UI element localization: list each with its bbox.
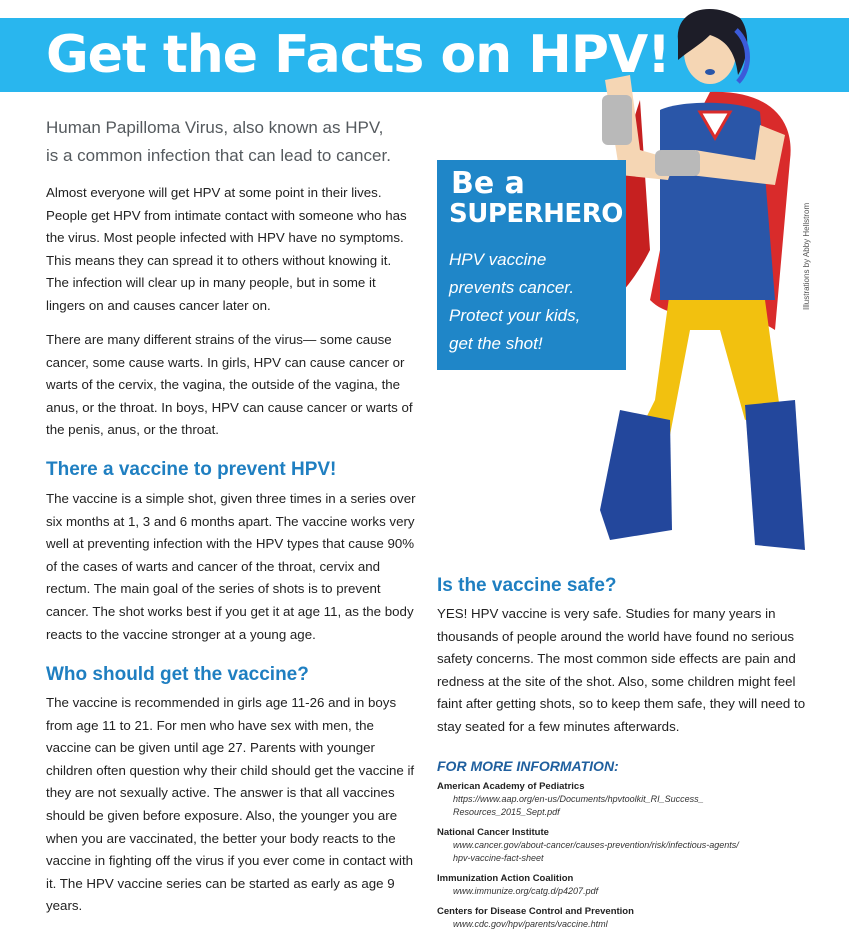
left-boot <box>600 410 672 540</box>
resource-link-continued[interactable]: Resources_2015_Sept.pdf <box>453 807 560 817</box>
paragraph-hpv-spread: Almost everyone will get HPV at some point in their lives. People get HPV from intimate contact with someone who has the virus. Most people infected with HPV have no symptoms. This means they can spread it to others without knowing it. The infection will clear up in many people, but in some it lingers on and causes cancer later on. <box>46 185 407 313</box>
resource-name: Centers for Disease Control and Prevention <box>437 906 634 917</box>
resource-name: National Cancer Institute <box>437 827 549 838</box>
callout-subtitle <box>449 246 624 358</box>
heading-who-should-get: Who should get the vaccine? <box>46 664 309 685</box>
resource-link[interactable]: www.cdc.gov/hpv/parents/vaccine.html <box>453 919 608 929</box>
paragraph-vaccine: The vaccine is a simple shot, given three times in a series over six months at 1, 3 and 6 months apart. The vaccine works very well at preventing infection with the HPV types that cause 90% of the cases of warts and cancer of the throat, cervix and rectum. The main goal of the series of shots is to prevent cancer. The shot works best if you get it at age 11, as the body reacts to the vaccine stronger at a young age. <box>46 491 416 642</box>
page-title: Get the Facts on HPV! <box>46 25 670 85</box>
heading-is-vaccine-safe: Is the vaccine safe? <box>437 575 617 596</box>
callout-title-line-2: SUPERHERO <box>449 199 623 229</box>
callout-title-line-1: Be a <box>451 166 525 201</box>
resource-item <box>437 872 837 898</box>
resource-link[interactable]: www.immunize.org/catg.d/p4207.pdf <box>453 886 599 896</box>
callout-sub-line-2: prevents cancer. <box>449 278 575 297</box>
resource-link[interactable]: www.cancer.gov/about-cancer/causes-prevention/risk/infectious-agents/ <box>453 840 739 850</box>
paragraph-is-vaccine-safe: YES! HPV vaccine is very safe. Studies for many years in thousands of people around the world have found no serious safety concerns. The most common side effects are pain and redness at the site of the shot. Also, some children might feel faint after getting shots, so to keep them safe, they will need to stay seated for a few minutes afterwards. <box>437 606 806 734</box>
resource-item <box>437 780 837 819</box>
superhero-callout <box>437 160 626 370</box>
heading-vaccine: There a vaccine to prevent HPV! <box>46 459 337 480</box>
intro-line-1: Human Papilloma Virus, also known as HPV, <box>46 118 384 137</box>
resource-item <box>437 905 837 931</box>
paragraph-who-should-get: The vaccine is recommended in girls age 11-26 and in boys from age 11 to 21. For men who have sex with men, the vaccine can be given until age 27. Parents with younger children often question why their child should get the vaccine if they are not sexually active. The answer is that all vaccines should be given before exposure. Also, the younger you are when you are vaccinated, the better your body reacts to the vaccine in fighting off the virus if you ever come in contact with it. The HPV vaccine series can be started as early as age 9 years. <box>46 695 415 914</box>
more-information-section <box>437 758 837 938</box>
callout-sub-line-4: get the shot! <box>449 334 543 353</box>
resource-name: American Academy of Pediatrics <box>437 781 585 792</box>
intro-text <box>46 114 426 170</box>
intro-line-2: is a common infection that can lead to cancer. <box>46 146 391 165</box>
resource-link[interactable]: https://www.aap.org/en-us/Documents/hpvtoolkit_RI_Success_ <box>453 794 704 804</box>
right-bracer <box>655 150 700 176</box>
illustration-credit: Illustrations by Abby Hellstrom <box>802 202 811 310</box>
callout-sub-line-3: Protect your kids, <box>449 306 581 325</box>
more-info-heading: FOR MORE INFORMATION: <box>437 758 619 774</box>
callout-sub-line-1: HPV vaccine <box>449 250 547 269</box>
resource-link-continued[interactable]: hpv-vaccine-fact-sheet <box>453 853 544 863</box>
paragraph-hpv-strains: There are many different strains of the virus— some cause cancer, some cause warts. In girls, HPV can cause cancer or warts of the cervix, the vagina, the outside of the vagina, the anus, or the throat. In boys, HPV can cause cancer or warts of the penis, anus, or the throat. <box>46 332 413 438</box>
resource-name: Immunization Action Coalition <box>437 873 574 884</box>
resource-item <box>437 826 837 865</box>
right-boot <box>745 400 805 550</box>
left-bracer <box>602 95 632 145</box>
